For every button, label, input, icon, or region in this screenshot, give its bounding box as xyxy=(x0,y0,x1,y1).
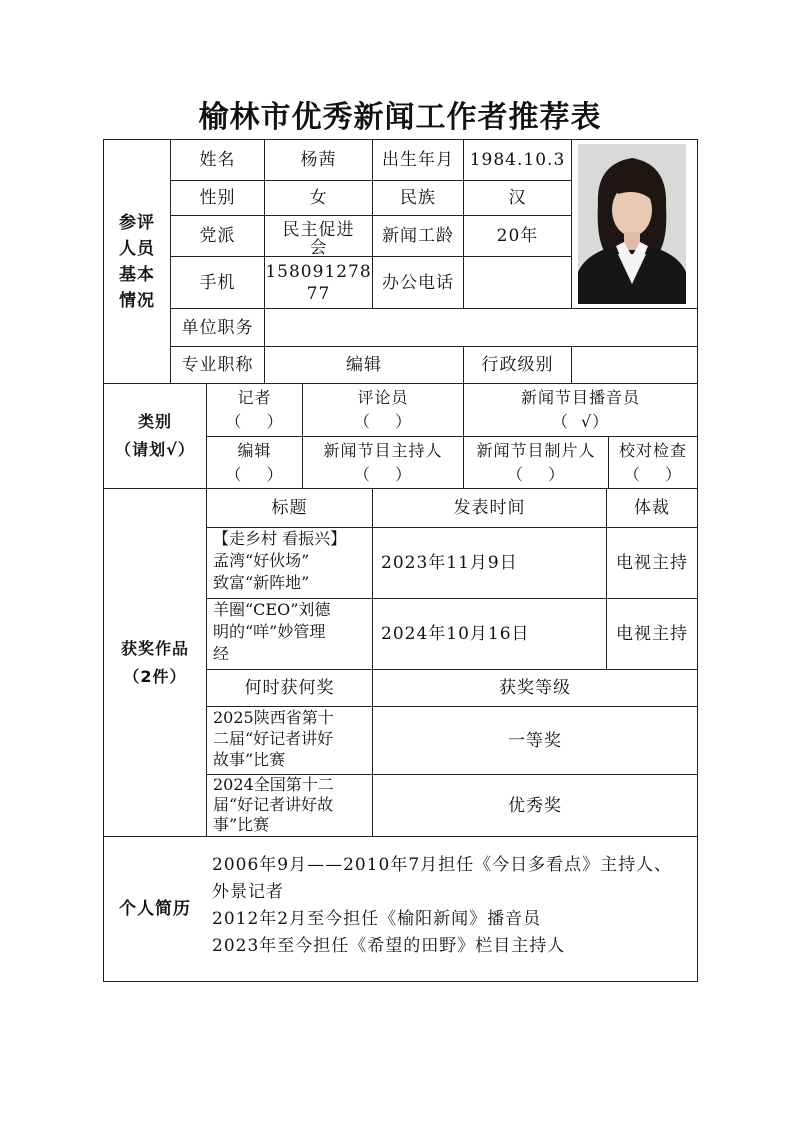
award-1-when: 2025陕西省第十 二届“好记者讲好 故事”比赛 xyxy=(213,708,334,769)
resume-line: 外景记者 xyxy=(212,882,284,902)
ethnic-value: 汉 xyxy=(508,188,527,208)
award-2-when: 2024全国第十二 届“好记者讲好故 事”比赛 xyxy=(213,775,334,834)
work-row-1-date: 2023年11月9日 xyxy=(381,553,518,573)
portrait-photo xyxy=(578,144,686,304)
resume-content xyxy=(212,852,692,960)
office-phone-value xyxy=(464,257,571,308)
admin-label: 行政级别 xyxy=(481,355,554,375)
works-label: 获奖作品 （2件） xyxy=(120,639,189,686)
work-row-2-title: 羊圈“CEO”刘德 明的“咩”妙管理 经 xyxy=(213,600,331,663)
office-phone-label: 办公电话 xyxy=(382,272,454,293)
award-header-when: 何时获何奖 xyxy=(244,678,335,698)
years-value: 20年 xyxy=(496,226,539,246)
work-row-1-title: 【走乡村 看振兴】 孟湾“好伙场” 致富“新阵地” xyxy=(213,529,347,592)
ethnic-label: 民族 xyxy=(400,188,436,208)
birth-value: 1984.10.3 xyxy=(469,150,566,170)
category-reporter[interactable]: 记者 （ ） xyxy=(225,388,284,431)
unit-label: 单位职务 xyxy=(181,317,254,338)
page-title: 榆林市优秀新闻工作者推荐表 xyxy=(198,100,602,135)
award-1-level: 一等奖 xyxy=(508,730,562,751)
category-label: 类别 （请划√） xyxy=(115,412,195,459)
party-value: 民主促进 会 xyxy=(282,220,355,256)
work-row-2-date: 2024年10月16日 xyxy=(381,624,530,644)
category-editor[interactable]: 编辑 （ ） xyxy=(225,440,284,484)
name-label: 姓名 xyxy=(199,150,236,170)
category-proofreader[interactable]: 校对检查 （ ） xyxy=(618,440,687,484)
prof-title-value: 编辑 xyxy=(346,355,382,375)
gender-value: 女 xyxy=(309,188,328,208)
category-producer[interactable]: 新闻节目制片人 （ ） xyxy=(476,440,596,484)
work-row-1-genre: 电视主持 xyxy=(616,553,688,573)
party-label: 党派 xyxy=(199,226,236,246)
category-host[interactable]: 新闻节目主持人 （ ） xyxy=(323,440,443,484)
work-row-2-genre: 电视主持 xyxy=(616,624,688,644)
resume-line: 2012年2月至今担任《榆阳新闻》播音员 xyxy=(212,909,542,929)
birth-label: 出生年月 xyxy=(382,150,454,170)
gender-label: 性别 xyxy=(199,188,236,208)
phone-label: 手机 xyxy=(199,272,236,293)
category-announcer[interactable]: 新闻节目播音员 （ √） xyxy=(520,388,640,431)
works-header-title: 标题 xyxy=(271,498,308,518)
resume-line: 2006年9月——2010年7月担任《今日多看点》主持人、 xyxy=(212,855,673,875)
years-label: 新闻工龄 xyxy=(382,226,454,246)
admin-value xyxy=(572,347,697,383)
basic-section-label: 参评 人员 基本 情况 xyxy=(119,213,155,311)
name-value: 杨茜 xyxy=(300,150,337,170)
phone-value: 158091278 77 xyxy=(265,261,372,304)
category-commentator[interactable]: 评论员 （ ） xyxy=(353,388,413,431)
resume-line: 2023年至今担任《希望的田野》栏目主持人 xyxy=(212,936,566,956)
award-header-level: 获奖等级 xyxy=(499,678,571,698)
unit-value xyxy=(265,309,697,346)
award-2-level: 优秀奖 xyxy=(508,795,562,816)
works-header-date: 发表时间 xyxy=(453,498,526,518)
prof-title-label: 专业职称 xyxy=(181,355,254,375)
resume-label: 个人简历 xyxy=(119,899,191,919)
works-header-genre: 体裁 xyxy=(634,498,670,518)
